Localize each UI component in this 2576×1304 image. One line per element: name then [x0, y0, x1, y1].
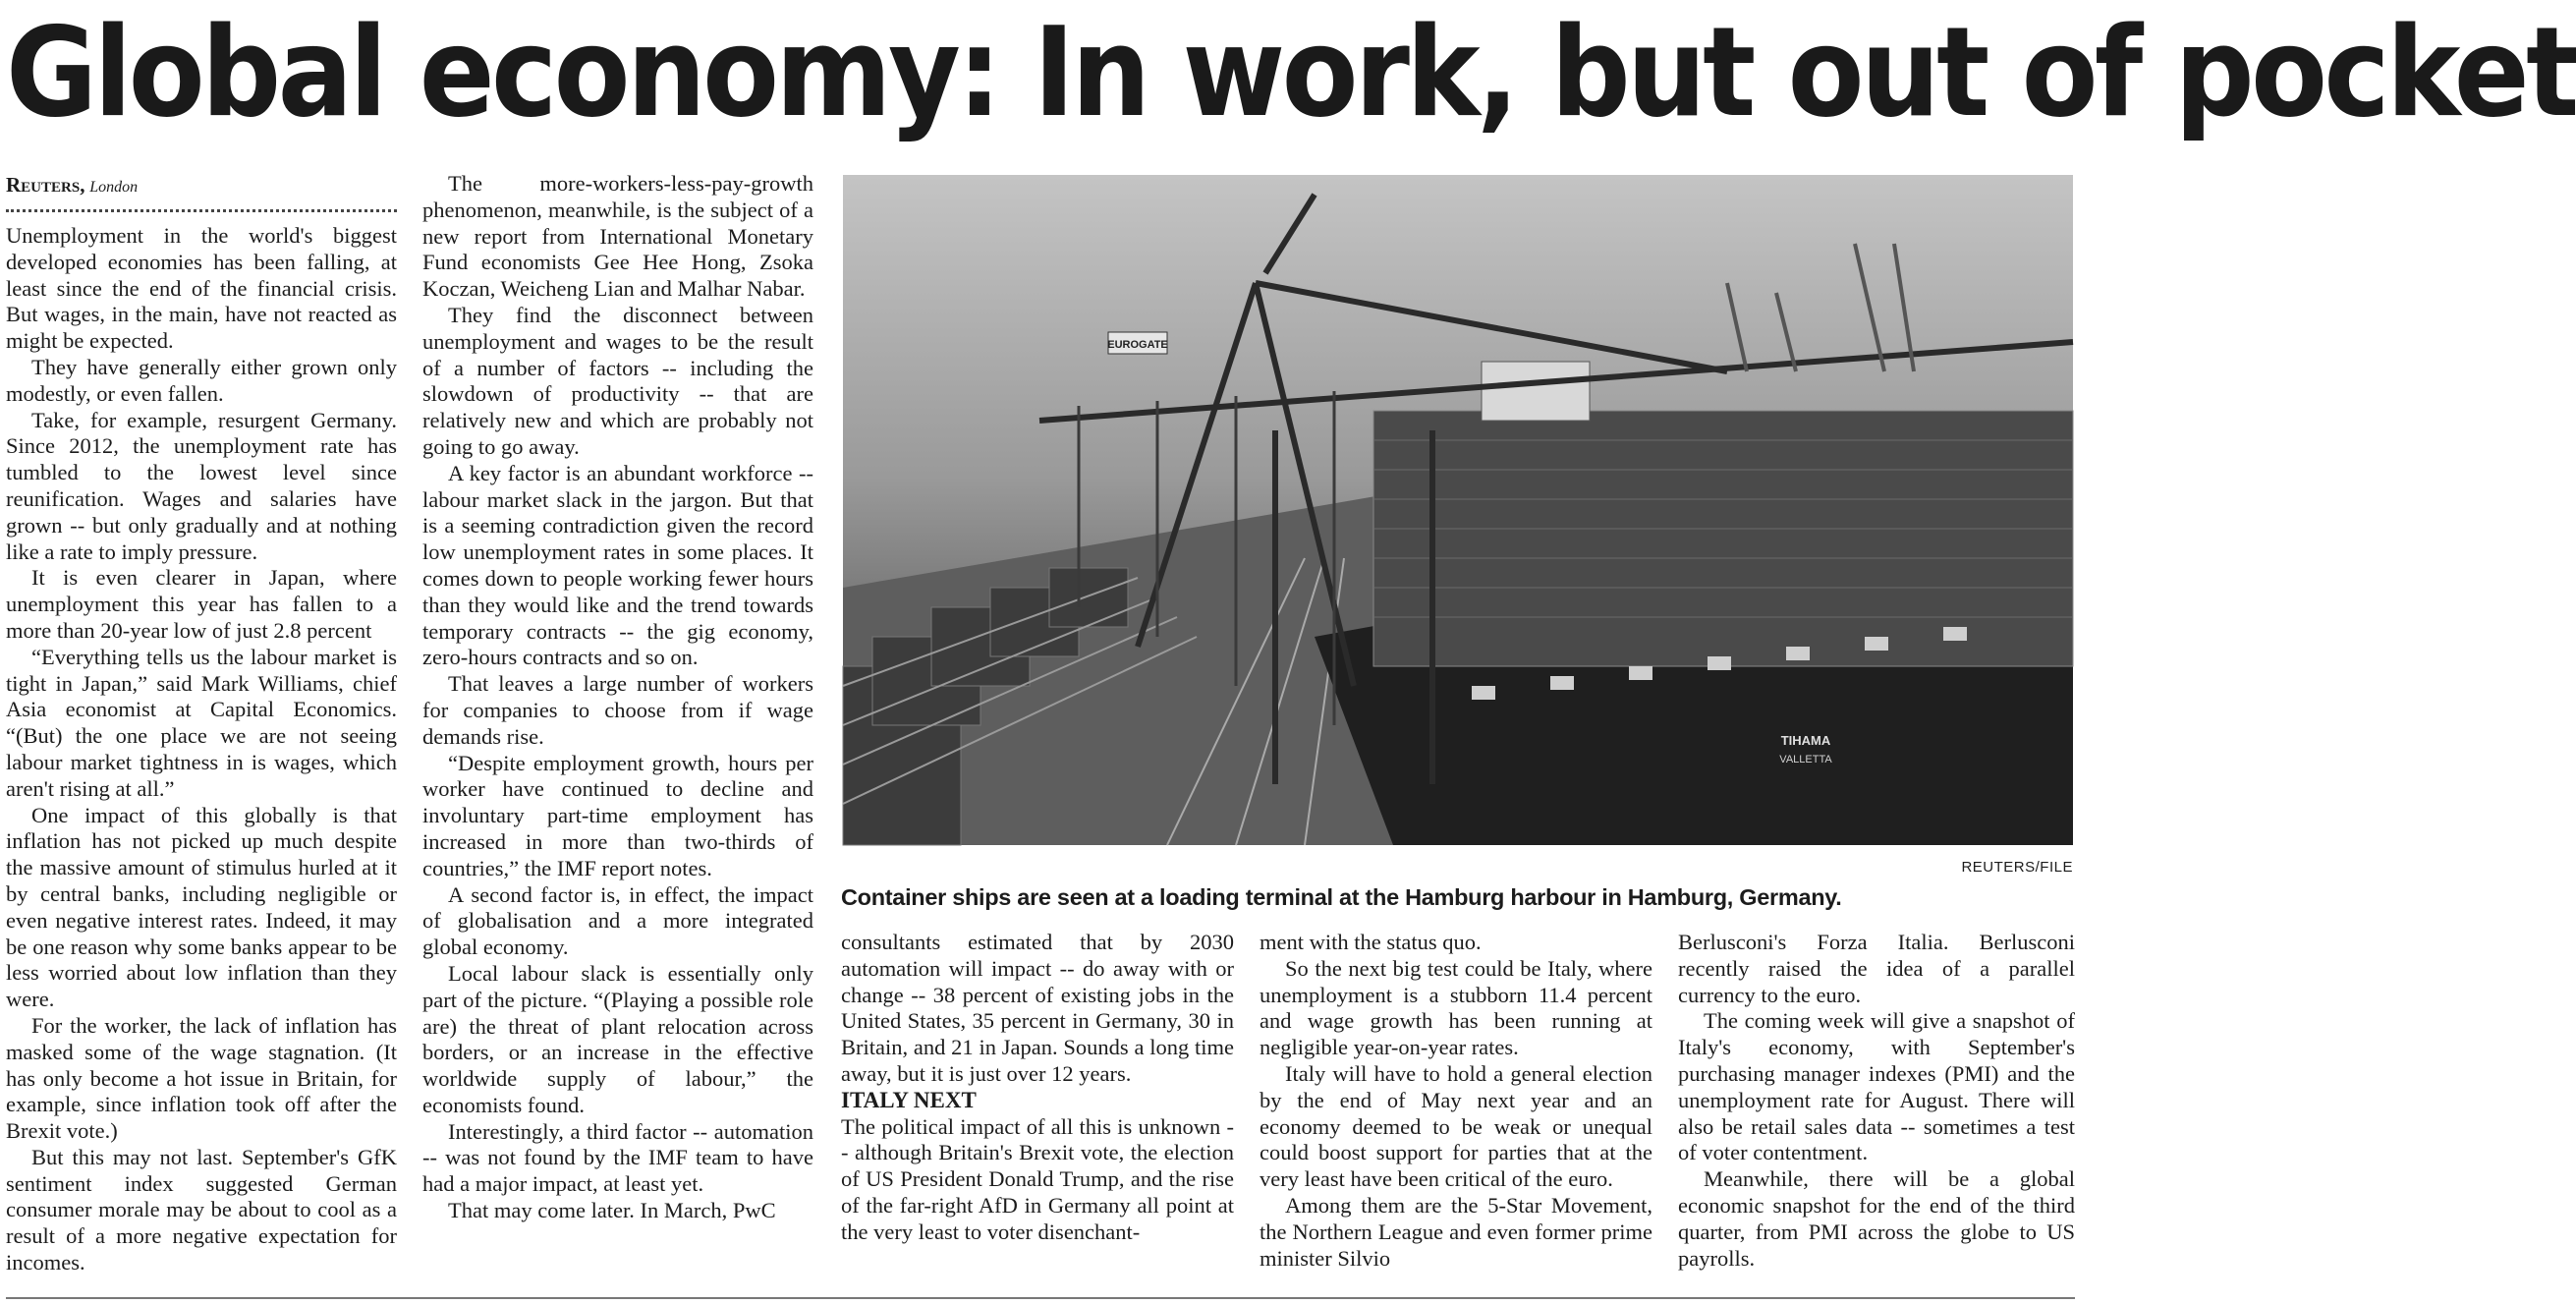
paragraph: Among them are the 5-Star Movement, the Northern League and even former prime minister Silvio [1260, 1192, 1652, 1271]
photo-credit: REUTERS/FILE [1961, 859, 2073, 876]
photo-caption: Container ships are seen at a loading terminal at the Hamburg harbour in Hamburg, Germany. [841, 884, 1842, 910]
photo-container-terminal [843, 175, 2073, 845]
byline-divider [6, 209, 397, 212]
byline-agency: Reuters, [6, 173, 85, 197]
article-column-3 [841, 930, 1234, 1246]
article-column-5 [1678, 930, 2075, 1272]
paragraph: Local labour slack is essentially only part of the picture. “(Playing a possible role are) the threat of plant relocation across borders, or an increase in the effective worldwide supply of labour,” the economists found. [422, 960, 813, 1117]
bottom-rule [6, 1297, 2075, 1299]
ship-port-text: VALLETTA [1779, 754, 1832, 765]
paragraph: The political impact of all this is unknown -- although Britain's Brexit vote, the election of US President Donald Trump, and the rise of the far-right AfD in Germany all point at the very least to voter disenchant- [841, 1113, 1234, 1244]
paragraph: “Everything tells us the labour market is tight in Japan,” said Mark Williams, chief Asia economist at Capital Economics. “(But) the one place we are not seeing labour market tightness in is wages, which aren't rising at all.” [6, 644, 397, 801]
paragraph: ment with the status quo. [1260, 930, 1482, 954]
paragraph: A key factor is an abundant workforce -- labour market slack in the jargon. But that is a seeming contradiction given the record low unemployment rates in some places. It comes down to people working fewer hours than they would like and the trend towards temporary contracts -- the gig economy, zero-hours contracts and so on. [422, 460, 813, 670]
paragraph: They find the disconnect between unemployment and wages to be the result of a number of factors -- including the slowdown of productivity -- that are relatively new and which are probably not going to go away. [422, 302, 813, 459]
paragraph: They have generally either grown only modestly, or even fallen. [6, 354, 397, 406]
paragraph: A second factor is, in effect, the impact of globalisation and a more integrated global economy. [422, 881, 813, 960]
paragraph: One impact of this globally is that inflation has not picked up much despite the massive amount of stimulus hurled at it by central banks, including negligible or even negative interest rates. Indeed, it may be one reason why some banks appear to be less worried about low inflation than they were. [6, 802, 397, 1012]
article-column-2 [422, 171, 813, 1224]
photo-illustration [843, 175, 2073, 845]
paragraph: Italy will have to hold a general election by the end of May next year and an economy deemed to be weak or unequal could boost support for parties that at the very least have been critical of the euro. [1260, 1060, 1652, 1192]
byline-city: London [89, 179, 139, 196]
paragraph: “Despite employment growth, hours per worker have continued to decline and involuntary part-time employment has increased in more than two-thirds of countries,” the IMF report notes. [422, 750, 813, 880]
byline [6, 173, 397, 199]
crane-logo-text: EUROGATE [1107, 339, 1168, 351]
paragraph: consultants estimated that by 2030 automation will impact -- do away with or change -- 38 percent of existing jobs in the United States, 35 percent in Germany, 30 in Britain, and 21 in Japan. Sounds a long time away, but it is just over 12 years. [841, 930, 1234, 1086]
headline: Global economy: In work, but out of pocket [6, 0, 2576, 144]
ship-name-text: TIHAMA [1780, 733, 1831, 748]
subhead-italy-next: ITALY NEXT [841, 1087, 977, 1112]
article-column-4 [1260, 930, 1652, 1272]
paragraph: The coming week will give a snapshot of Italy's economy, with September's purchasing manager indexes (PMI) and the unemployment rate for August. There will also be retail sales data -- sometimes a test of voter contentment. [1678, 1008, 2075, 1165]
paragraph: For the worker, the lack of inflation has masked some of the wage stagnation. (It has only become a hot issue in Britain, for example, since inflation took off after the Brexit vote.) [6, 1012, 397, 1144]
paragraph: Berlusconi's Forza Italia. Berlusconi recently raised the idea of a parallel currency to the euro. [1678, 930, 2075, 1007]
paragraph: The more-workers-less-pay-growth phenomenon, meanwhile, is the subject of a new report from International Monetary Fund economists Gee Hee Hong, Zsoka Koczan, Weicheng Lian and Malhar Nabar. [422, 171, 813, 302]
paragraph: That may come later. In March, PwC [448, 1198, 776, 1223]
paragraph: Interestingly, a third factor -- automation -- was not found by the IMF team to have had a major impact, at least yet. [422, 1118, 813, 1197]
paragraph: But this may not last. September's GfK sentiment index suggested German consumer morale may be about to cool as a result of a more negative expectation for incomes. [6, 1144, 397, 1276]
paragraph: So the next big test could be Italy, where unemployment is a stubborn 11.4 percent and wage growth has been running at negligible year-on-year rates. [1260, 955, 1652, 1060]
paragraph: Take, for example, resurgent Germany. Since 2012, the unemployment rate has tumbled to the lowest level since reunification. Wages and salaries have grown -- but only gradually and at nothing like a rate to imply pressure. [6, 407, 397, 564]
paragraph: It is even clearer in Japan, where unemployment this year has fallen to a more than 20-year low of just 2.8 percent [6, 565, 397, 643]
paragraph: Unemployment in the world's biggest developed economies has been falling, at least since the end of the financial crisis. But wages, in the main, have not reacted as might be expected. [6, 223, 397, 354]
article-column-1 [6, 223, 397, 1276]
paragraph: Meanwhile, there will be a global economic snapshot for the end of the third quarter, from PMI across the globe to US payrolls. [1678, 1166, 2075, 1271]
paragraph: That leaves a large number of workers for companies to choose from if wage demands rise. [422, 671, 813, 749]
